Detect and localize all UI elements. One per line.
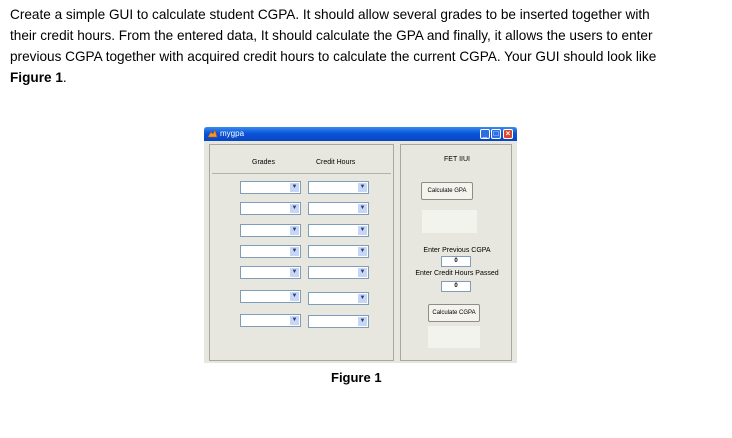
credit-dropdown-2[interactable]: [308, 202, 369, 215]
chevron-down-icon: ▼: [291, 269, 298, 275]
maximize-button[interactable]: □: [491, 129, 501, 139]
chevron-down-icon: ▼: [291, 293, 298, 299]
grade-dropdown-5[interactable]: [240, 266, 301, 279]
window-title: mygpa: [220, 129, 245, 138]
instructions-line-1: Create a simple GUI to calculate student CGPA. It should allow several grades to be inserted together with: [10, 7, 650, 22]
chevron-down-icon: ▼: [359, 248, 366, 254]
grade-dropdown-6[interactable]: [240, 290, 301, 303]
credit-dropdown-5[interactable]: [308, 266, 369, 279]
credit-dropdown-6[interactable]: [308, 292, 369, 305]
calculate-gpa-button[interactable]: Calculate GPA: [421, 182, 473, 200]
credit-dropdown-7[interactable]: [308, 315, 369, 328]
gpa-result-display: [422, 210, 477, 233]
grades-panel: [209, 144, 394, 361]
close-button[interactable]: ×: [503, 129, 513, 139]
credit-dropdown-1[interactable]: [308, 181, 369, 194]
credit-dropdown-3[interactable]: [308, 224, 369, 237]
chevron-down-icon: ▼: [359, 205, 366, 211]
chevron-down-icon: ▼: [359, 295, 366, 301]
cgpa-result-display: [428, 326, 480, 348]
instructions-line-3: previous CGPA together with acquired credit hours to calculate the current CGPA. Your GUI should look like: [10, 49, 657, 64]
results-panel: [400, 144, 512, 361]
chevron-down-icon: ▼: [359, 269, 366, 275]
grade-dropdown-3[interactable]: [240, 224, 301, 237]
chevron-down-icon: ▼: [291, 227, 298, 233]
instructions-line-2: their credit hours. From the entered data, It should calculate the GPA and finally, it allows the users to enter: [10, 28, 653, 43]
header-divider: [212, 173, 391, 174]
instructions-paragraph: [10, 4, 722, 88]
instructions-line-4: [10, 67, 722, 88]
mygpa-window: [204, 127, 517, 363]
credit-hours-header: Credit Hours: [316, 159, 356, 166]
calculate-cgpa-button[interactable]: Calculate CGPA: [428, 304, 480, 322]
grades-header: Grades: [252, 159, 275, 166]
grade-dropdown-1[interactable]: [240, 181, 301, 194]
chevron-down-icon: ▼: [291, 205, 298, 211]
chevron-down-icon: ▼: [359, 318, 366, 324]
figure-reference-period: .: [62, 70, 67, 85]
credit-hours-passed-input[interactable]: 0: [441, 281, 471, 292]
previous-cgpa-label: Enter Previous CGPA: [423, 247, 491, 254]
window-title-bar[interactable]: [204, 127, 517, 141]
grade-dropdown-4[interactable]: [240, 245, 301, 258]
credit-dropdown-4[interactable]: [308, 245, 369, 258]
institution-heading: FET IIUI: [444, 156, 470, 163]
chevron-down-icon: ▼: [359, 227, 366, 233]
grade-dropdown-2[interactable]: [240, 202, 301, 215]
chevron-down-icon: ▼: [359, 184, 366, 190]
chevron-down-icon: ▼: [291, 184, 298, 190]
previous-cgpa-input[interactable]: 0: [441, 256, 471, 267]
chevron-down-icon: ▼: [291, 248, 298, 254]
chevron-down-icon: ▼: [291, 317, 298, 323]
grade-dropdown-7[interactable]: [240, 314, 301, 327]
credit-hours-passed-label: Enter Credit Hours Passed: [415, 270, 499, 277]
minimize-button[interactable]: _: [480, 129, 490, 139]
figure-caption: Figure 1: [331, 370, 382, 385]
figure-reference: Figure 1: [10, 70, 63, 85]
matlab-icon: [207, 129, 218, 139]
